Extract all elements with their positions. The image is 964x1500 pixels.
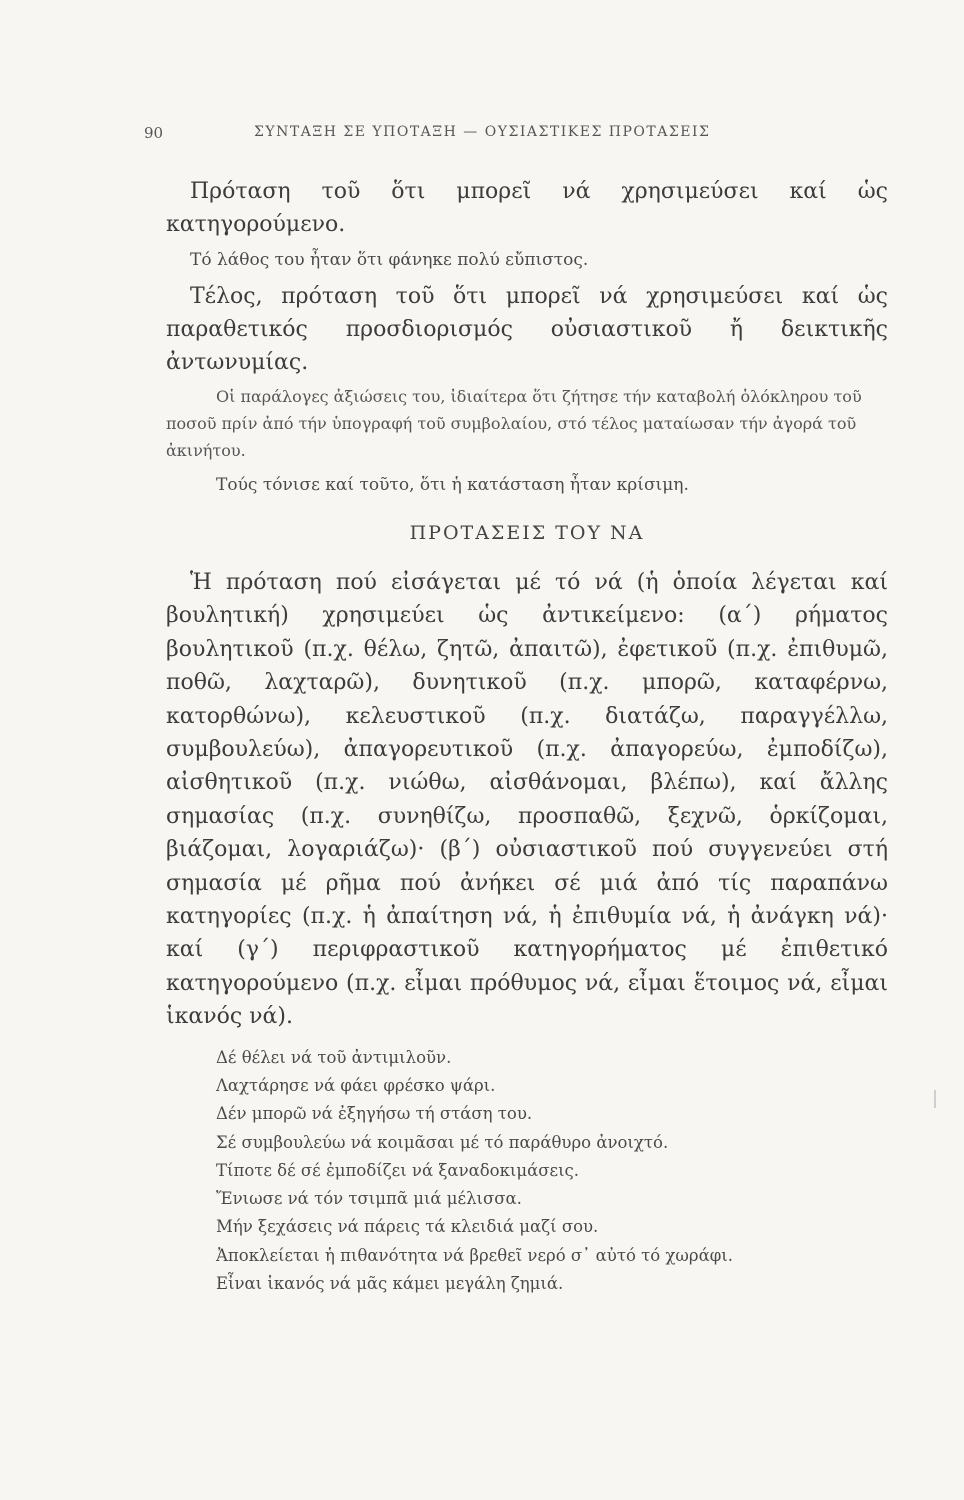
margin-mark bbox=[934, 1090, 936, 1108]
list-item: Εἶναι ἱκανός νά μᾶς κάμει μεγάλη ζημιά. bbox=[216, 1274, 564, 1294]
paragraph-predicate: Πρόταση τοῦ ὅτι μπορεῖ νά χρησιμεύσει καί ὡς κατηγορούμενο. bbox=[166, 179, 888, 237]
paragraph-na: Ἡ πρόταση πού εἰσάγεται μέ τό νά (ἡ ὁποία λέγεται καί βουλητική) χρησιμεύει ὡς ἀντικείμενο: (α΄) ρήματος βουλητικοῦ (π.χ. θέλω, ζητῶ, ἀπαιτῶ), ἐφετικοῦ (π.χ. ἐπιθυμῶ, ποθῶ, λαχταρῶ), δυνητικοῦ (π.χ. μπορῶ, καταφέρνω, κατορθώνω), κελευστικοῦ (π.χ. διατάζω, παραγγέλλω, συμβουλεύω), ἀπαγορευτικοῦ (π.χ. ἀπαγορεύω, ἐμποδίζω), αἰσθητικοῦ (π.χ. νιώθω, αἰσθάνομαι, βλέπω), καί ἄλλης σημασίας (π.χ. συνηθίζω, προσπαθῶ, ξεχνῶ, ὁρκίζομαι, βιάζομαι, λογαριάζω)· (β΄) οὐσιαστικοῦ πού συγγενεύει στή σημασία μέ ρῆμα πού ἀνήκει σέ μιά ἀπό τίς παραπάνω κατηγορίες (π.χ. ἡ ἀπαίτηση νά, ἡ ἐπιθυμία νά, ἡ ἀνάγκη νά)· καί (γ΄) περιφραστικοῦ κατηγορήματος μέ ἐπιθετικό κατηγορούμενο (π.χ. εἶμαι πρόθυμος νά, εἶμαι ἕτοιμος νά, εἶμαι ἱκανός νά). bbox=[166, 570, 888, 1030]
list-item: Ἀποκλείεται ἡ πιθανότητα νά βρεθεῖ νερό σ᾿ αὐτό τό χωράφι. bbox=[216, 1245, 733, 1265]
list-item: Δέ θέλει νά τοῦ ἀντιμιλοῦν. bbox=[216, 1047, 452, 1067]
list-item: Δέν μπορῶ νά ἐξηγήσω τή στάση του. bbox=[216, 1104, 533, 1124]
example-predicate: Τό λάθος του ἦταν ὅτι φάνηκε πολύ εὔπιστος. bbox=[190, 250, 589, 270]
section-na bbox=[166, 522, 888, 1298]
list-item: Ἔνιωσε νά τόν τσιμπᾶ μιά μέλισσα. bbox=[216, 1189, 522, 1209]
list-item: Λαχτάρησε νά φάει φρέσκο ψάρι. bbox=[216, 1075, 496, 1095]
list-item: Τίποτε δέ σέ ἐμποδίζει νά ξαναδοκιμάσεις. bbox=[216, 1160, 580, 1180]
example-apposition-1: Οἱ παράλογες ἀξιώσεις του, ἰδιαίτερα ὅτι ζήτησε τήν καταβολή ὁλόκληρου τοῦ ποσοῦ πρίν ἀπό τήν ὑπογραφή τοῦ συμβολαίου, στό τέλος ματαίωσαν τήν ἀγορά τοῦ ἀκινήτου. bbox=[166, 387, 862, 460]
list-item: Σέ συμβουλεύω νά κοιμᾶσαι μέ τό παράθυρο ἀνοιχτό. bbox=[216, 1132, 669, 1152]
running-title: ΣΥΝΤΑΞΗ ΣΕ ΥΠΟΤΑΞΗ — ΟΥΣΙΑΣΤΙΚΕΣ ΠΡΟΤΑΣΕΙΣ bbox=[254, 124, 711, 140]
list-item: Μήν ξεχάσεις νά πάρεις τά κλειδιά μαζί σου. bbox=[216, 1217, 599, 1237]
section-title: ΠΡΟΤΑΣΕΙΣ ΤΟΥ ΝΑ bbox=[409, 522, 645, 544]
example-apposition-2: Τούς τόνισε καί τοῦτο, ὅτι ἡ κατάσταση ἦταν κρίσιμη. bbox=[216, 475, 689, 495]
section-predicate bbox=[166, 175, 888, 499]
paragraph-apposition: Τέλος, πρόταση τοῦ ὅτι μπορεῖ νά χρησιμεύσει καί ὡς παραθετικός προσδιορισμός οὐσιαστικοῦ ἤ δεικτικῆς ἀντωνυμίας. bbox=[166, 284, 888, 375]
page-number: 90 bbox=[144, 124, 164, 142]
examples-list bbox=[216, 1044, 888, 1299]
